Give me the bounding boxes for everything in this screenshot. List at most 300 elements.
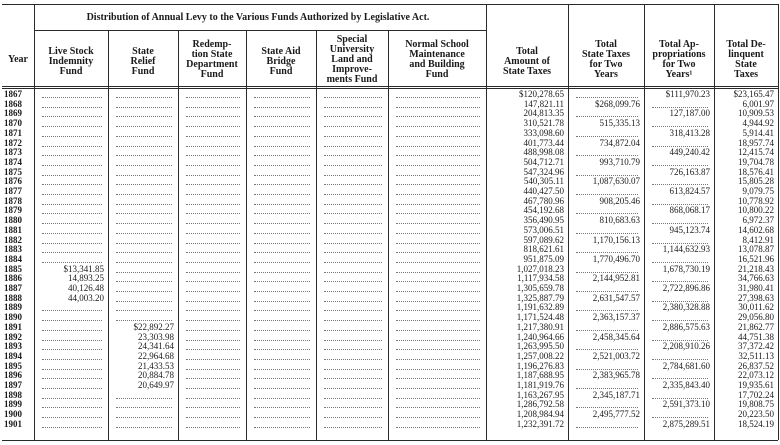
year-cell: 1885: [4, 263, 22, 274]
dot-leader: [396, 251, 480, 253]
dot-leader: [116, 290, 172, 292]
state-relief-header: State Relief Fund: [130, 46, 156, 77]
dot-leader: [116, 242, 172, 244]
total-taxes-value: 1,305,659.78: [516, 283, 564, 293]
state-relief-value: 22,964.68: [138, 350, 174, 361]
dot-leader: [186, 232, 240, 234]
year-cell: 1879: [4, 205, 22, 216]
dot-leader: [324, 339, 382, 341]
dot-leader: [324, 242, 382, 244]
two-year-taxes-value: 2,345,187.71: [592, 389, 640, 400]
dot-leader: [254, 232, 310, 234]
dot-leader: [116, 193, 172, 195]
dot-leader: [576, 271, 638, 273]
year-header: Year: [8, 54, 28, 65]
total-taxes-value: 454,192.68: [523, 205, 564, 216]
dot-leader: [42, 261, 102, 263]
dot-leader: [652, 416, 708, 418]
dot-leader: [254, 125, 310, 127]
state-relief-value: 20,649.97: [138, 380, 174, 390]
dot-leader: [652, 261, 708, 263]
dot-leader: [324, 416, 382, 418]
dot-leader: [652, 377, 708, 379]
two-year-taxes-value: 2,383,965.78: [592, 370, 640, 381]
delinquent-value: 30,011.62: [738, 302, 774, 313]
year-cell: 1892: [4, 331, 22, 342]
total-taxes-value: 1,286,792.58: [516, 399, 564, 410]
dot-leader: [42, 212, 102, 214]
dot-leader: [652, 222, 708, 224]
dot-leader: [186, 222, 240, 224]
dot-leader: [576, 96, 638, 98]
dot-leader: [652, 242, 708, 244]
appropriations-value: 613,824.57: [669, 186, 710, 196]
dot-leader: [254, 426, 310, 428]
live-stock-value: 40,126.48: [68, 283, 104, 293]
appropriations-value: 1,678,730.19: [662, 263, 710, 274]
dot-leader: [186, 174, 240, 176]
dot-leader: [324, 96, 382, 98]
appropriations-header: Total Ap- propriations for Two Years¹: [652, 39, 706, 80]
dot-leader: [324, 251, 382, 253]
dot-leader: [652, 145, 708, 147]
dot-leader: [116, 96, 172, 98]
dot-leader: [186, 106, 240, 108]
dot-leader: [186, 135, 240, 137]
dot-leader: [116, 183, 172, 185]
two-year-taxes-value: 2,144,952.81: [592, 273, 640, 284]
column-rule: [316, 30, 317, 440]
dot-leader: [652, 319, 708, 321]
two-year-taxes-value: 2,495,777.52: [592, 409, 640, 420]
dot-leader: [254, 183, 310, 185]
dot-leader: [186, 387, 240, 389]
dot-leader: [576, 290, 638, 292]
dot-leader: [324, 232, 382, 234]
two-year-taxes-value: 1,087,630.07: [592, 176, 640, 187]
year-cell: 1868: [4, 98, 22, 109]
total-taxes-value: 818,621.61: [523, 244, 564, 255]
dot-leader: [186, 154, 240, 156]
dot-leader: [396, 154, 480, 156]
dot-leader: [396, 106, 480, 108]
dot-leader: [116, 106, 172, 108]
dot-leader: [186, 309, 240, 311]
dot-leader: [396, 115, 480, 117]
dot-leader: [254, 339, 310, 341]
dot-leader: [116, 222, 172, 224]
dot-leader: [42, 251, 102, 253]
dot-leader: [186, 416, 240, 418]
delinquent-header: Total De- linquent State Taxes: [726, 39, 766, 80]
dot-leader: [324, 145, 382, 147]
dot-leader: [116, 251, 172, 253]
dot-leader: [396, 406, 480, 408]
dot-leader: [396, 377, 480, 379]
delinquent-value: 17,702.24: [738, 389, 774, 400]
dot-leader: [576, 348, 638, 350]
dot-leader: [116, 145, 172, 147]
total-taxes-value: 488,998.08: [523, 147, 564, 158]
dot-leader: [42, 203, 102, 205]
total-taxes-value: 1,257,008.22: [516, 350, 564, 361]
dot-leader: [396, 96, 480, 98]
dot-leader: [652, 358, 708, 360]
dot-leader: [42, 387, 102, 389]
year-cell: 1872: [4, 137, 22, 148]
dot-leader: [324, 106, 382, 108]
state-aid-bridge-header: State Aid Bridge Fund: [261, 46, 301, 77]
year-cell: 1877: [4, 186, 22, 196]
column-rule: [778, 4, 779, 440]
delinquent-value: 44,751.38: [738, 331, 774, 342]
dot-leader: [186, 368, 240, 370]
dot-leader: [396, 397, 480, 399]
dot-leader: [42, 329, 102, 331]
dot-leader: [254, 397, 310, 399]
dot-leader: [42, 377, 102, 379]
total-taxes-value: 1,163,267.95: [516, 389, 564, 400]
delinquent-value: 37,372.42: [738, 341, 774, 352]
dot-leader: [324, 271, 382, 273]
dot-leader: [116, 154, 172, 156]
dot-leader: [396, 261, 480, 263]
two-year-taxes-value: 1,770,496.70: [592, 253, 640, 264]
total-taxes-value: 467,780.96: [523, 195, 564, 206]
dot-leader: [186, 406, 240, 408]
dot-leader: [254, 174, 310, 176]
dot-leader: [396, 232, 480, 234]
year-cell: 1888: [4, 292, 22, 303]
dot-leader: [186, 339, 240, 341]
delinquent-value: 18,576.41: [738, 166, 774, 177]
year-cell: 1893: [4, 341, 22, 352]
appropriations-value: 726,163.87: [669, 166, 710, 177]
total-taxes-value: 147,821.11: [523, 98, 564, 109]
delinquent-value: 10,800.22: [738, 205, 774, 216]
year-cell: 1899: [4, 399, 22, 410]
total-taxes-value: 504,712.71: [523, 156, 564, 167]
dot-leader: [42, 106, 102, 108]
year-cell: 1882: [4, 234, 22, 245]
delinquent-value: 19,808.75: [738, 399, 774, 410]
two-year-taxes-value: 810,683.63: [599, 215, 640, 226]
appropriations-value: 2,208,910.26: [662, 341, 710, 352]
dot-leader: [324, 222, 382, 224]
dot-leader: [42, 135, 102, 137]
year-cell: 1891: [4, 321, 22, 332]
dot-leader: [254, 387, 310, 389]
total-taxes-value: 1,217,380.91: [516, 321, 564, 332]
dot-leader: [652, 339, 708, 341]
year-cell: 1883: [4, 244, 22, 255]
dot-leader: [42, 154, 102, 156]
dot-leader: [396, 348, 480, 350]
dot-leader: [116, 319, 172, 321]
redemption-header: Redemp- tion State Department Fund: [186, 39, 238, 80]
year-cell: 1881: [4, 224, 22, 235]
dot-leader: [186, 203, 240, 205]
state-relief-value: $22,892.27: [133, 321, 174, 332]
dot-leader: [576, 212, 638, 214]
dot-leader: [396, 145, 480, 147]
dot-leader: [576, 232, 638, 234]
delinquent-value: 27,398.63: [738, 292, 774, 303]
dot-leader: [254, 203, 310, 205]
two-year-taxes-value: 2,458,345.64: [592, 331, 640, 342]
column-rule: [644, 4, 645, 440]
dot-leader: [186, 251, 240, 253]
dot-leader: [324, 125, 382, 127]
dot-leader: [42, 145, 102, 147]
dot-leader: [186, 348, 240, 350]
appropriations-value: 2,591,373.10: [662, 399, 710, 410]
dot-leader: [254, 242, 310, 244]
dot-leader: [116, 406, 172, 408]
dot-leader: [576, 174, 638, 176]
dot-leader: [324, 309, 382, 311]
dot-leader: [324, 387, 382, 389]
two-year-taxes-value: 515,335.13: [599, 118, 640, 129]
appropriations-value: 2,335,843.40: [662, 380, 710, 390]
dot-leader: [324, 348, 382, 350]
delinquent-value: 6,972.37: [742, 215, 774, 226]
row-rule: [2, 440, 778, 441]
live-stock-value: $13,341.85: [63, 263, 104, 274]
column-rule: [568, 4, 569, 440]
two-year-taxes-value: $268,099.76: [595, 98, 640, 109]
dot-leader: [254, 135, 310, 137]
dot-leader: [116, 309, 172, 311]
row-rule: [2, 88, 778, 89]
dot-leader: [116, 261, 172, 263]
dot-leader: [576, 251, 638, 253]
year-cell: 1900: [4, 409, 22, 420]
live-stock-value: 14,893.25: [68, 273, 104, 284]
dot-leader: [186, 329, 240, 331]
appropriations-value: 945,123.74: [669, 224, 710, 235]
dot-leader: [116, 174, 172, 176]
dot-leader: [42, 242, 102, 244]
year-cell: 1886: [4, 273, 22, 284]
total-taxes-value: 1,208,984.94: [516, 409, 564, 420]
column-rule: [34, 4, 35, 440]
year-cell: 1880: [4, 215, 22, 226]
delinquent-value: 9,079.75: [742, 186, 774, 196]
dot-leader: [576, 309, 638, 311]
total-taxes-value: 310,521.78: [523, 118, 564, 129]
total-taxes-value: 1,196,276.83: [516, 360, 564, 371]
dot-leader: [324, 368, 382, 370]
year-cell: 1898: [4, 389, 22, 400]
row-rule: [2, 4, 778, 5]
live-stock-value: 44,003.20: [68, 292, 104, 303]
dot-leader: [396, 416, 480, 418]
dot-leader: [652, 300, 708, 302]
dot-leader: [396, 290, 480, 292]
appropriations-value: 868,068.17: [669, 205, 710, 216]
two-year-taxes-header: Total State Taxes for Two Years: [581, 39, 631, 80]
dot-leader: [116, 135, 172, 137]
total-taxes-value: 1,191,632.89: [516, 302, 564, 313]
dot-leader: [396, 319, 480, 321]
appropriations-value: 2,722,896.86: [662, 283, 710, 293]
total-taxes-value: 1,181,919.76: [516, 380, 564, 390]
dot-leader: [576, 368, 638, 370]
dot-leader: [254, 358, 310, 360]
dot-leader: [116, 271, 172, 273]
dot-leader: [396, 426, 480, 428]
year-cell: 1896: [4, 370, 22, 381]
column-rule: [246, 30, 247, 440]
dot-leader: [186, 300, 240, 302]
dot-leader: [396, 300, 480, 302]
state-relief-value: 21,433.53: [138, 360, 174, 371]
dot-leader: [254, 261, 310, 263]
total-taxes-value: 547,324.96: [523, 166, 564, 177]
dot-leader: [186, 183, 240, 185]
dot-leader: [324, 154, 382, 156]
dot-leader: [324, 329, 382, 331]
dot-leader: [324, 203, 382, 205]
dot-leader: [576, 154, 638, 156]
total-taxes-value: 333,098.60: [523, 127, 564, 138]
dot-leader: [116, 203, 172, 205]
dot-leader: [652, 203, 708, 205]
total-taxes-value: 1,171,524.48: [516, 312, 564, 323]
dot-leader: [254, 115, 310, 117]
dot-leader: [396, 135, 480, 137]
dot-leader: [254, 251, 310, 253]
delinquent-value: 18,957.74: [738, 137, 774, 148]
dot-leader: [396, 358, 480, 360]
state-relief-value: 23,303.98: [138, 331, 174, 342]
dot-leader: [324, 280, 382, 282]
delinquent-value: 20,223.50: [738, 409, 774, 420]
dot-leader: [576, 406, 638, 408]
dot-leader: [324, 397, 382, 399]
dot-leader: [254, 212, 310, 214]
delinquent-value: 29,056.80: [738, 312, 774, 323]
dot-leader: [254, 348, 310, 350]
total-taxes-value: 1,187,688.95: [516, 370, 564, 381]
dot-leader: [42, 416, 102, 418]
dot-leader: [396, 174, 480, 176]
dot-leader: [396, 193, 480, 195]
year-cell: 1876: [4, 176, 22, 187]
dot-leader: [254, 416, 310, 418]
dot-leader: [254, 222, 310, 224]
dot-leader: [42, 193, 102, 195]
total-taxes-value: 573,006.51: [523, 224, 564, 235]
year-cell: 1870: [4, 118, 22, 129]
total-taxes-value: 204,813.35: [523, 108, 564, 119]
dot-leader: [186, 193, 240, 195]
dot-leader: [42, 319, 102, 321]
dot-leader: [576, 426, 638, 428]
dot-leader: [396, 183, 480, 185]
delinquent-value: 32,511.13: [738, 350, 774, 361]
year-cell: 1875: [4, 166, 22, 177]
two-year-taxes-value: 2,631,547.57: [592, 292, 640, 303]
delinquent-value: 19,704.78: [738, 156, 774, 167]
appropriations-value: 318,413.28: [669, 127, 710, 138]
dot-leader: [324, 426, 382, 428]
dot-leader: [254, 154, 310, 156]
year-cell: 1887: [4, 283, 22, 293]
dot-leader: [324, 377, 382, 379]
delinquent-value: 22,073.12: [738, 370, 774, 381]
two-year-taxes-value: 2,363,157.37: [592, 312, 640, 323]
column-rule: [388, 30, 389, 440]
total-taxes-value: 597,089.62: [523, 234, 564, 245]
row-rule: [34, 30, 486, 31]
dot-leader: [396, 339, 480, 341]
total-taxes-value: 1,232,391.72: [516, 418, 564, 429]
dot-leader: [396, 309, 480, 311]
total-taxes-value: 1,027,018.23: [516, 263, 564, 274]
delinquent-value: 19,935.61: [738, 380, 774, 390]
total-taxes-value: 1,263,995.50: [516, 341, 564, 352]
total-taxes-value: 356,490.95: [523, 215, 564, 226]
dot-leader: [116, 212, 172, 214]
dot-leader: [186, 115, 240, 117]
dot-leader: [254, 106, 310, 108]
dot-leader: [254, 319, 310, 321]
two-year-taxes-value: 734,872.04: [599, 137, 640, 148]
appropriations-value: 2,875,289.51: [662, 418, 710, 429]
dot-leader: [42, 309, 102, 311]
normal-school-header: Normal School Maintenance and Building Fund: [405, 39, 469, 80]
dot-leader: [652, 164, 708, 166]
dot-leader: [186, 290, 240, 292]
dot-leader: [254, 164, 310, 166]
appropriations-value: 2,380,328.88: [662, 302, 710, 313]
total-taxes-value: 540,305.11: [523, 176, 564, 187]
total-taxes-value: 951,875.09: [523, 253, 564, 264]
row-rule: [2, 86, 778, 87]
dot-leader: [42, 339, 102, 341]
appropriations-value: 449,240.42: [669, 147, 710, 158]
dot-leader: [254, 193, 310, 195]
year-cell: 1889: [4, 302, 22, 313]
dot-leader: [652, 106, 708, 108]
dot-leader: [396, 203, 480, 205]
dot-leader: [324, 193, 382, 195]
delinquent-value: 16,521.96: [738, 253, 774, 264]
dot-leader: [186, 96, 240, 98]
dot-leader: [254, 145, 310, 147]
column-rule: [178, 30, 179, 440]
dot-leader: [576, 135, 638, 137]
dot-leader: [396, 387, 480, 389]
dot-leader: [576, 329, 638, 331]
live-stock-header: Live Stock Indemnity Fund: [48, 46, 94, 77]
dot-leader: [254, 377, 310, 379]
university-land-header: Special University Land and Improve- ments Fund: [326, 34, 378, 85]
dot-leader: [254, 406, 310, 408]
dot-leader: [652, 280, 708, 282]
dot-leader: [42, 406, 102, 408]
dot-leader: [652, 125, 708, 127]
dot-leader: [186, 164, 240, 166]
dot-leader: [254, 280, 310, 282]
dot-leader: [324, 164, 382, 166]
year-cell: 1874: [4, 156, 22, 167]
delinquent-value: 5,914.41: [742, 127, 774, 138]
total-taxes-header: Total Amount of State Taxes: [502, 46, 552, 77]
dot-leader: [186, 261, 240, 263]
